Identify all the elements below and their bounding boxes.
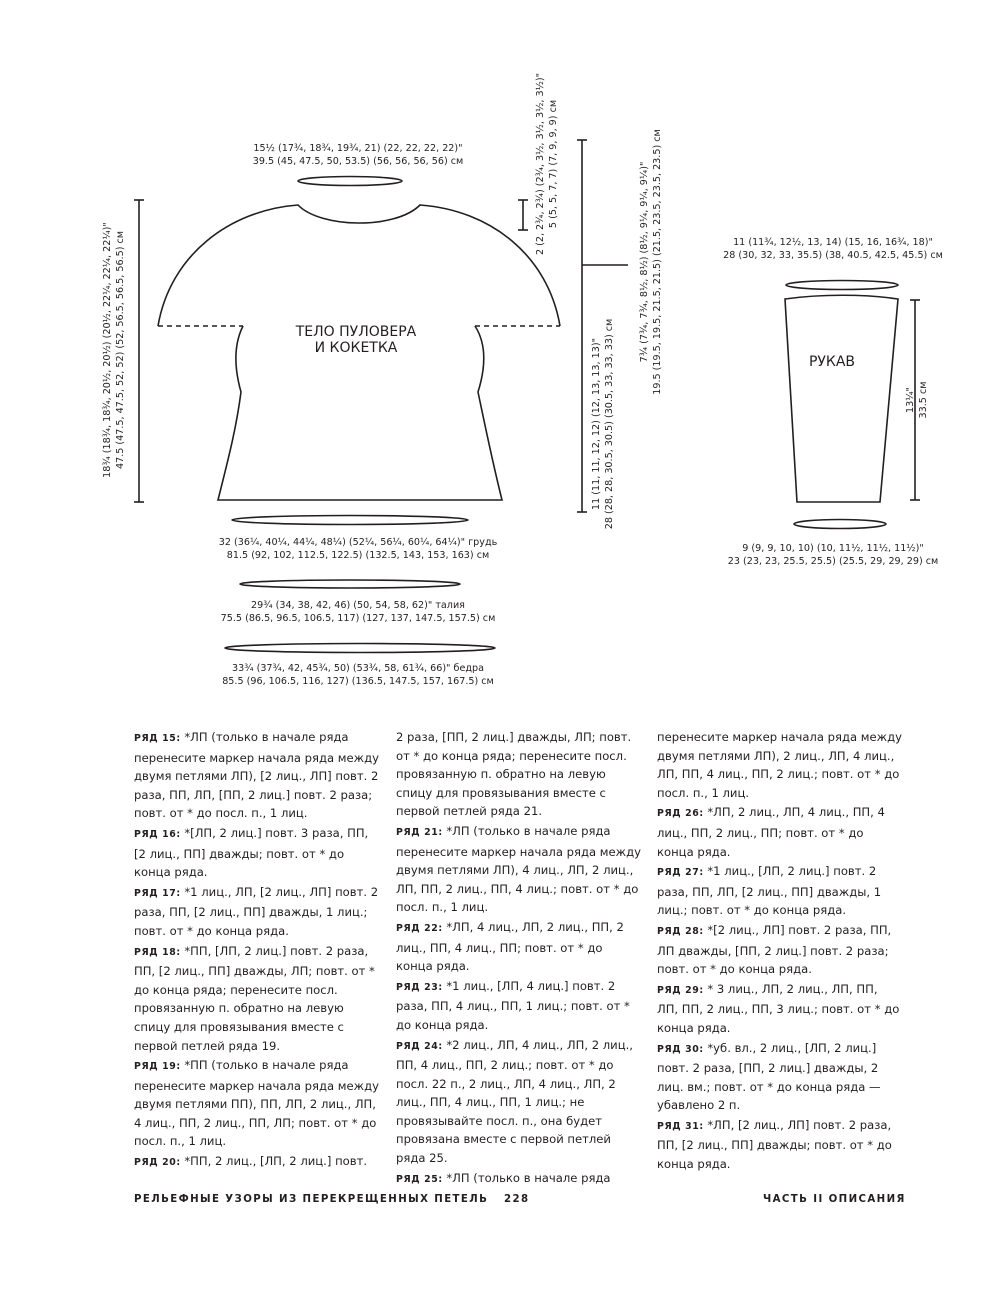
row-heading: РЯД 26: [657,808,704,820]
instruction-row [657,1116,902,1174]
instruction-column-1 [134,728,379,1174]
hips-in: 33¾ (37¾, 42, 45¾, 50) (53¾, 58, 61¾, 66)" бедра [232,663,484,674]
row-text: *ЛП, 2 лиц., ЛП, 4 лиц., ПП, 4 лиц., ПП, 2 лиц., ПП; повт. от * до конца ряда. [657,805,885,859]
row-heading: РЯД 16: [134,828,181,840]
row-text: *уб. вл., 2 лиц., [ЛП, 2 лиц.] повт. 2 раза, [ПП, 2 лиц.] дважды, 2 лиц. вм.; повт. от * до конца ряда — убавлено 2 п. [657,1040,881,1113]
total-length-in: 18¾ (18¾, 18¾, 20½, 20½) (20½, 22¼, 22¼, 22¼)" [102,222,113,478]
instruction-row [396,1169,641,1190]
instruction-row [396,728,641,821]
instruction-row [657,803,902,861]
instruction-row [134,883,379,941]
row-heading: РЯД 23: [396,981,443,993]
row-text: *ЛП, [2 лиц., ЛП] повт. 2 раза, ПП, [2 лиц., ПП] дважды; повт. от * до конца ряда. [657,1117,892,1172]
instruction-row [657,862,902,920]
row-text: перенесите маркер начала ряда между двумя петлями ЛП), 2 лиц., ЛП, 4 лиц., ЛП, ПП, 4 лиц., ПП, 2 лиц.; повт. от * до посл. п., 1 лиц. [657,730,902,800]
sleeve-top-cm: 28 (30, 32, 33, 35.5) (38, 40.5, 42.5, 45.5) см [723,250,943,261]
neck-ellipse [298,177,402,186]
neck-width-in: 15½ (17¾, 18¾, 19¾, 21) (22, 22, 22, 22)" [253,143,463,154]
sleeve-top-in: 11 (11¾, 12½, 13, 14) (15, 16, 16¾, 18)" [733,237,933,248]
sleeve-length-cm: 33.5 см [918,381,929,419]
row-heading: РЯД 17: [134,887,181,899]
running-footer-left: РЕЛЬЕФНЫЕ УЗОРЫ ИЗ ПЕРЕКРЕЩЕННЫХ ПЕТЕЛЬ [134,1194,489,1205]
row-text: * 3 лиц., ЛП, 2 лиц., ЛП, ПП, ЛП, ПП, 2 лиц., ПП, 3 лиц.; повт. от * до конца ряда. [657,981,900,1035]
instruction-row [657,921,902,979]
row-text: *1 лиц., [ЛП, 2 лиц.] повт. 2 раза, ПП, ЛП, [2 лиц., ПП] дважды, 1 лиц.; повт. от * до конца ряда. [657,864,882,918]
row-text: *ЛП (только в начале ряда перенесите маркер начала ряда между двумя петлями ЛП), 4 лиц., ЛП, 2 лиц., ЛП, ПП, 2 лиц., ПП, 4 лиц.; повт. от * до посл. п., 1 лиц. [396,823,641,915]
body-label-2: И КОКЕТКА [314,340,398,356]
row-heading: РЯД 25: [396,1173,443,1185]
sleeve-top-ellipse [786,281,898,290]
row-text: *2 лиц., ЛП, 4 лиц., ЛП, 2 лиц., ПП, 4 лиц., ПП, 2 лиц.; повт. от * до посл. 22 п., 2 лиц., ЛП, 4 лиц., ЛП, 2 лиц., ПП, 4 лиц., ПП, 1 лиц.; не провязывайте посл. п., она будет провязана вместе с первой петлей ряда 25. [396,1037,633,1166]
hips-ellipse [225,644,495,653]
row-heading: РЯД 29: [657,984,704,996]
chest-in: 32 (36¼, 40¼, 44¼, 48¼) (52¼, 56¼, 60¼, 64¼)" грудь [218,537,498,548]
body-length-in: 11 (11, 11, 12, 12) (12, 13, 13, 13)" [591,338,602,510]
sleeve-bottom-cm: 23 (23, 23, 25.5, 25.5) (25.5, 29, 29, 29) см [727,556,939,567]
yoke-depth-in: 2 (2, 2¾, 2¾) (2¾, 3½, 3½, 3½, 3½)" [535,72,546,256]
row-text: *[2 лиц., ЛП] повт. 2 раза, ПП, ЛП дважды, [ПП, 2 лиц.] повт. 2 раза; повт. от * до конца ряда. [657,922,892,977]
waist-cm: 75.5 (86.5, 96.5, 106.5, 117) (127, 137, 147.5, 157.5) см [220,613,496,624]
sleeve-length-in: 13¼" [905,387,916,413]
sleeve-bottom-in: 9 (9, 9, 10, 10) (10, 11½, 11½, 11½)" [742,543,924,554]
row-text: 2 раза, [ПП, 2 лиц.] дважды, ЛП; повт. от * до конца ряда; перенесите посл. провязанную п. обратно на левую спицу для провязывания вместе с первой петлей ряда 21. [396,730,632,819]
waist-in: 29¾ (34, 38, 42, 46) (50, 54, 58, 62)" талия [251,600,465,611]
row-heading: РЯД 24: [396,1040,443,1052]
total-length-cm: 47.5 (47.5, 47.5, 52, 52) (52, 56.5, 56.5, 56.5) см [115,230,126,470]
row-text: *ПП, 2 лиц., [ЛП, 2 лиц.] повт. [180,1154,368,1169]
instruction-row [134,1152,379,1173]
instruction-row [396,918,641,976]
row-text: *ЛП (только в начале ряда перенесите маркер начала ряда между двумя петлями ЛП), [2 лиц., ЛП] повт. 2 раза, ПП, ЛП, [ПП, 2 лиц.] повт. 2 раза; повт. от * до посл. п., 1 лиц. [134,730,379,821]
sleeve-bottom-ellipse [794,520,886,529]
sleeve-label: РУКАВ [808,354,856,370]
row-heading: РЯД 22: [396,922,443,934]
row-text: *[ЛП, 2 лиц.] повт. 3 раза, ПП, [2 лиц., ПП] дважды; повт. от * до конца ряда. [134,825,369,880]
running-footer-right: ЧАСТЬ II ОПИСАНИЯ [763,1194,906,1205]
yoke-depth-cm: 5 (5, 5, 7, 7) (7, 9, 9, 9) см [548,99,559,229]
row-heading: РЯД 18: [134,946,181,958]
row-text: *1 лиц., ЛП, [2 лиц., ЛП] повт. 2 раза, ПП, [2 лиц., ПП] дважды, 1 лиц.; повт. от * до конца ряда. [134,884,379,938]
instruction-row [134,942,379,1056]
row-text: *ЛП, 4 лиц., ЛП, 2 лиц., ПП, 2 лиц., ПП, 4 лиц., ПП; повт. от * до конца ряда. [396,919,624,974]
instruction-row [134,728,379,823]
body-label-1: ТЕЛО ПУЛОВЕРА [295,324,417,340]
row-heading: РЯД 27: [657,867,704,879]
row-text: *ПП (только в начале ряда перенесите маркер начала ряда между двумя петлями ПП), ПП, ЛП, 2 лиц., ЛП, 4 лиц., ПП, 2 лиц., ПП, ЛП; повт. от * до посл. п., 1 лиц. [134,1058,379,1149]
row-heading: РЯД 28: [657,925,704,937]
instruction-row [657,728,902,802]
row-heading: РЯД 21: [396,826,443,838]
row-heading: РЯД 30: [657,1043,704,1055]
instruction-row [396,822,641,917]
row-heading: РЯД 31: [657,1120,704,1132]
hips-cm: 85.5 (96, 106.5, 116, 127) (136.5, 147.5, 157, 167.5) см [222,676,494,687]
instruction-row [134,824,379,882]
chest-cm: 81.5 (92, 102, 112.5, 122.5) (132.5, 143, 153, 163) см [226,550,490,561]
instruction-row [396,977,641,1035]
row-heading: РЯД 15: [134,733,181,744]
chest-ellipse [232,516,468,525]
row-heading: РЯД 19: [134,1061,181,1073]
body-length-cm: 28 (28, 28, 30.5, 30.5) (30.5, 33, 33, 33) см [604,318,615,530]
instruction-row [657,1039,902,1115]
instruction-row [657,980,902,1038]
page-number: 228 [504,1194,530,1205]
row-text: *1 лиц., [ЛП, 4 лиц.] повт. 2 раза, ПП, 4 лиц., ПП, 1 лиц.; повт. от * до конца ряда. [396,978,630,1032]
neck-width-cm: 39.5 (45, 47.5, 50, 53.5) (56, 56, 56, 56) см [252,156,464,167]
row-text: *ПП, [ЛП, 2 лиц.] повт. 2 раза, ПП, [2 лиц., ПП] дважды, ЛП; повт. от * до конца ряда; перенесите посл. провязанную п. обратно на левую спицу для провязывания вместе с первой петлей ряда 19. [134,943,375,1053]
instruction-column-3 [657,728,902,1175]
instruction-row [396,1036,641,1168]
row-heading: РЯД 20: [134,1157,181,1169]
armhole-depth-in: 7¾ (7¾, 7¾, 8½, 8½) (8½, 9¼, 9¼, 9¼)" [639,161,650,363]
waist-ellipse [240,580,460,588]
instruction-row [134,1056,379,1151]
instruction-column-2 [396,728,641,1190]
armhole-depth-cm: 19.5 (19.5, 19.5, 21.5, 21.5) (21.5, 23.5, 23.5, 23.5) см [652,129,663,395]
row-text: *ЛП (только в начале ряда [442,1170,611,1185]
sleeve-outline [785,295,898,502]
